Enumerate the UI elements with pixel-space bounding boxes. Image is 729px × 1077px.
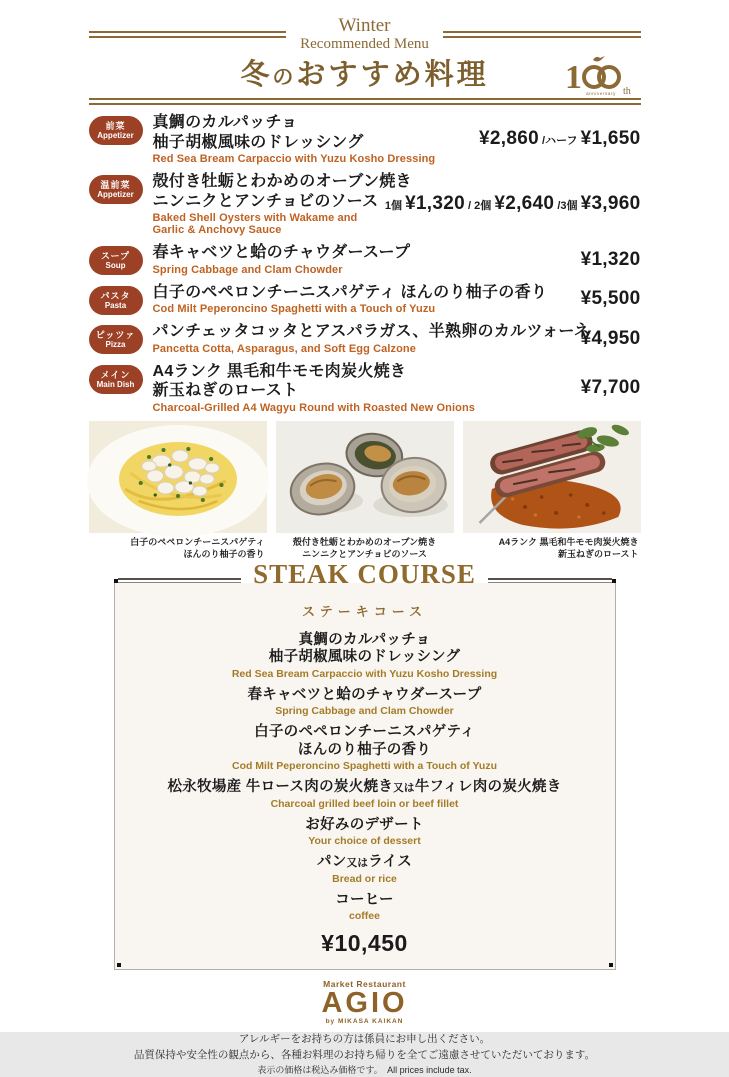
item-title-jp: 白子のペペロンチーニスパゲティ ほんのり柚子の香り — [152, 283, 548, 301]
item-price: ¥1,320 — [580, 248, 641, 270]
course-item-en: Bread or rice — [332, 872, 397, 885]
season-label: Winter — [338, 15, 391, 36]
dish-photo-oysters — [276, 421, 454, 561]
season-sublabel: Recommended Menu — [300, 35, 429, 52]
course-item-en: Red Sea Bream Carpaccio with Yuzu Kosho Dressing — [231, 667, 498, 680]
footer-line: 表示の価格は税込み価格です。 All prices include tax. — [257, 1064, 472, 1075]
category-label-jp: メイン — [100, 369, 131, 380]
category-label-jp: 温前菜 — [100, 179, 131, 190]
photo-caption: 殻付き牡蛎とわかめのオーブン焼き ニンニクとアンチョビのソース — [292, 536, 437, 560]
double-rule-left — [89, 31, 287, 38]
category-label-en: Pasta — [104, 300, 127, 310]
category-badge — [89, 246, 143, 275]
steak-photo-image — [463, 421, 641, 533]
menu-item — [89, 283, 641, 316]
course-header — [114, 559, 616, 594]
course-item-jp: パン又はライス — [316, 854, 413, 871]
category-badge — [89, 175, 143, 204]
photo-caption: A4ランク 黒毛和牛モモ肉炭火焼き 新玉ねぎのロースト — [498, 536, 639, 560]
course-item-jp: 白子のペペロンチーニスパゲティ ほんのり柚子の香り — [254, 724, 475, 758]
course-price: ¥10,450 — [321, 930, 408, 957]
category-label-en: Appetizer — [97, 131, 134, 141]
pasta-photo-image — [89, 421, 267, 533]
double-rule-right — [443, 31, 641, 38]
menu-item — [89, 322, 641, 355]
steak-course-section — [114, 559, 616, 970]
item-title-en: Charcoal-Grilled A4 Wagyu Round with Roasted New Onions — [152, 401, 475, 414]
item-price: ¥7,700 — [580, 376, 641, 398]
course-item — [135, 779, 595, 811]
category-label-jp: ピッツァ — [95, 330, 136, 341]
oysters-photo-image — [276, 421, 454, 533]
footer-notes — [89, 1032, 641, 1077]
category-label-en: Pizza — [105, 340, 126, 350]
brand-tagline: Market Restaurant — [323, 979, 406, 990]
category-label-en: Appetizer — [97, 190, 134, 200]
item-title-jp: 春キャベツと蛤のチャウダースープ — [152, 244, 411, 262]
category-label-jp: 前菜 — [105, 120, 126, 131]
course-item-en: coffee — [349, 910, 380, 923]
corner-dot — [117, 963, 121, 967]
item-price: 1個 ¥1,320 / 2個 ¥2,640 /3個 ¥3,960 — [384, 193, 641, 215]
category-badge — [89, 325, 143, 354]
category-badge — [89, 365, 143, 394]
restaurant-logo — [89, 979, 641, 1025]
brand-name: AGIO — [321, 987, 408, 1020]
course-item-jp: 春キャベツと蛤のチャウダースープ — [247, 686, 482, 703]
photo-caption: 白子のペペロンチーニスパゲティ ほんのり柚子の香り — [130, 536, 265, 560]
course-item-jp: 松永牧場産 牛ロース肉の炭火焼き又は牛フィレ肉の炭火焼き — [167, 779, 562, 796]
category-label-en: Soup — [105, 261, 126, 271]
menu-item — [89, 172, 641, 236]
item-title-jp: 真鯛のカルパッチョ 柚子胡椒風味のドレッシング — [152, 114, 364, 151]
svg-text:1: 1 — [564, 59, 582, 97]
course-rule-left — [118, 578, 242, 583]
category-badge — [89, 116, 143, 145]
category-label-jp: パスタ — [100, 290, 131, 301]
category-label-en: Main Dish — [96, 379, 135, 389]
corner-dot — [609, 963, 613, 967]
category-label-jp: スープ — [100, 250, 131, 261]
course-item — [135, 687, 595, 719]
photo-row — [89, 421, 641, 561]
course-item-jp: コーヒー — [335, 891, 394, 908]
svg-text:th: th — [622, 86, 631, 98]
item-title-en: Spring Cabbage and Clam Chowder — [152, 263, 343, 276]
footer-line: アレルギーをお持ちの方は係員にお申し出ください。 — [238, 1033, 491, 1046]
course-items — [135, 632, 595, 923]
menu-item — [89, 243, 641, 276]
course-item — [135, 724, 595, 773]
item-title-en: Cod Milt Peperoncino Spaghetti with a Touch of Yuzu — [152, 303, 436, 316]
course-item-en: Charcoal grilled beef loin or beef fillet — [270, 797, 459, 810]
steak-course-box — [114, 559, 616, 970]
dish-photo-pasta — [89, 421, 267, 561]
menu-item — [89, 362, 641, 414]
brand-byline: by MIKASA KAIKAN — [325, 1018, 404, 1026]
course-item-jp: お好みのデザート — [305, 816, 424, 833]
item-title-en: Red Sea Bream Carpaccio with Yuzu Kosho Dressing — [152, 153, 436, 166]
item-title-en: Baked Shell Oysters with Wakame and Garlic & Anchovy Sauce — [152, 212, 358, 237]
course-item-en: Your choice of dessert — [308, 835, 421, 848]
item-price: ¥5,500 — [580, 288, 641, 310]
page-title: 冬のおすすめ料理 — [240, 59, 489, 92]
footer-line: 品質保持や安全性の観点から、各種お料理のお持ち帰りを全てご遠慮させていただいております。 — [133, 1049, 596, 1062]
header — [89, 0, 641, 105]
course-item — [135, 892, 595, 924]
course-rule-right — [488, 578, 612, 583]
menu-list — [89, 113, 641, 414]
dish-photo-steak — [463, 421, 641, 561]
course-item — [135, 632, 595, 681]
item-price: ¥4,950 — [580, 327, 641, 349]
course-item-en: Spring Cabbage and Clam Chowder — [275, 705, 454, 718]
item-title-jp: A4ランク 黒毛和牛モモ肉炭火焼き 新玉ねぎのロースト — [152, 362, 407, 400]
course-item-jp: 真鯛のカルパッチョ 柚子胡椒風味のドレッシング — [268, 632, 461, 666]
season-heading — [300, 16, 429, 53]
course-title: STEAK COURSE — [253, 559, 476, 590]
course-item-en: Cod Milt Peperoncino Spaghetti with a Touch of Yuzu — [231, 760, 498, 773]
item-title-jp: 殻付き牡蛎とわかめのオーブン焼き ニンニクとアンチョビのソース — [152, 173, 412, 210]
menu-item — [89, 113, 641, 165]
course-item — [135, 854, 595, 886]
corner-dot — [612, 579, 616, 583]
double-rule-bottom — [89, 98, 641, 105]
anniversary-100th-logo — [563, 55, 641, 102]
item-price: ¥2,860 /ハーフ ¥1,650 — [479, 128, 641, 150]
course-subtitle: ステーキコース — [301, 604, 428, 620]
course-item — [135, 817, 595, 849]
item-title-jp: パンチェッタコッタとアスパラガス、半熟卵のカルツォーネ — [152, 323, 591, 341]
category-badge — [89, 286, 143, 315]
svg-text:anniversary: anniversary — [585, 91, 616, 97]
item-title-en: Pancetta Cotta, Asparagus, and Soft Egg Calzone — [152, 342, 416, 355]
